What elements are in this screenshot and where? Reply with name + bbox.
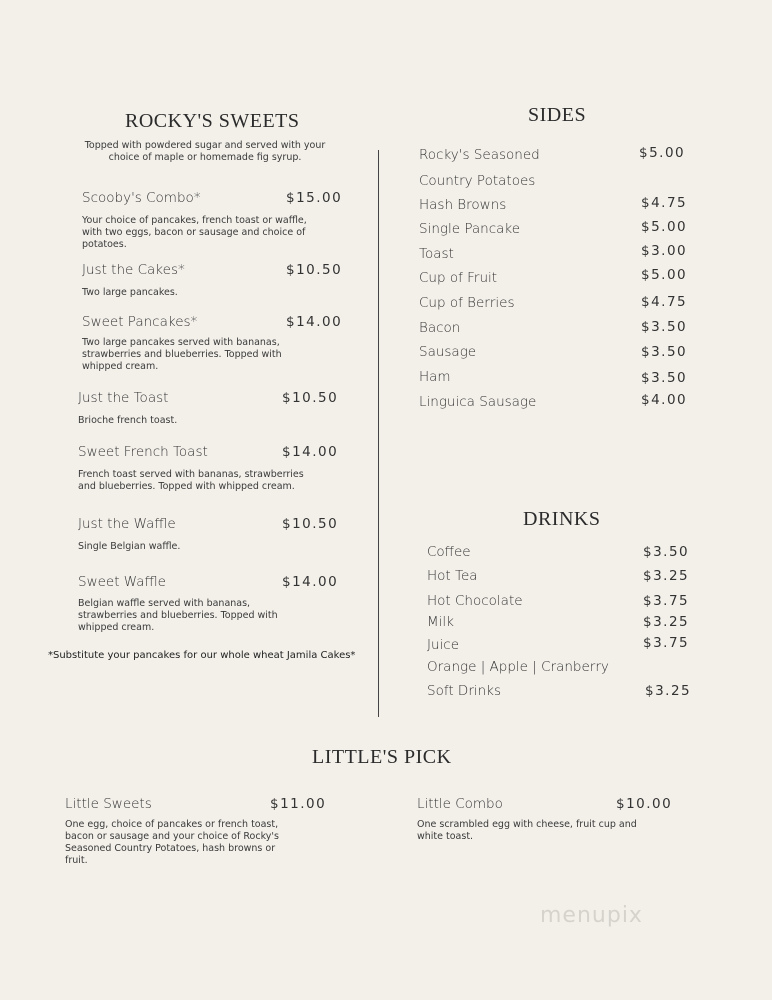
menu-item-name: Hot Chocolate — [427, 593, 523, 609]
menu-item-price: $15.00 — [286, 190, 343, 206]
menu-item-name: Coffee — [427, 544, 471, 560]
menu-item-name: Sausage — [419, 344, 477, 360]
menu-item-price: $3.75 — [643, 593, 690, 609]
menu-item-price: $4.75 — [641, 294, 688, 310]
column-divider — [378, 150, 379, 717]
menu-item-name: Sweet Pancakes* — [82, 314, 198, 330]
menu-item-price: $10.50 — [282, 516, 339, 532]
menu-item-desc: Brioche french toast. — [78, 415, 178, 426]
menu-item-price: $3.75 — [643, 635, 690, 651]
menu-item-price: $3.50 — [641, 319, 688, 335]
menu-item-name: Single Pancake — [419, 221, 521, 237]
menu-item-name: Bacon — [419, 320, 461, 336]
menu-item-price: $14.00 — [286, 314, 343, 330]
menu-item-name: Little Sweets — [65, 796, 152, 812]
menu-item-name: Just the Waffle — [78, 516, 176, 532]
menu-item-price: $10.50 — [282, 390, 339, 406]
menu-item-desc: Two large pancakes. — [82, 287, 178, 298]
menu-item-price: $4.00 — [641, 392, 688, 408]
menu-item-name: Milk — [427, 614, 454, 630]
menu-item-price: $3.25 — [643, 614, 690, 630]
menu-item-price: $5.00 — [641, 219, 688, 235]
menu-item-price: $10.00 — [616, 796, 673, 812]
menu-item-desc: Your choice of pancakes, french toast or waffle, with two eggs, bacon or sausage and choice of potatoes. — [82, 215, 307, 250]
menu-item-name: Country Potatoes — [419, 173, 536, 189]
menu-item-price: $3.50 — [643, 544, 690, 560]
menu-item-name: Cup of Berries — [419, 295, 515, 311]
menu-item-price: $3.25 — [645, 683, 692, 699]
menu-item-desc: One egg, choice of pancakes or french toast, bacon or sausage and your choice of Rocky's Seasoned Country Potatoes, hash browns or fruit. — [65, 819, 279, 866]
menu-item-price: $3.00 — [641, 243, 688, 259]
menu-item-name: Sweet Waffle — [78, 574, 166, 590]
menu-item-desc: Two large pancakes served with bananas, strawberries and blueberries. Topped with whipped cream. — [82, 337, 282, 372]
menu-item-name: Little Combo — [417, 796, 503, 812]
menu-item-name: Hash Browns — [419, 197, 507, 213]
menu-item-name: Scooby's Combo* — [82, 190, 201, 206]
menu-item-price: $3.25 — [643, 568, 690, 584]
watermark-logo: menupix — [540, 903, 643, 928]
menu-item-desc: Single Belgian waffle. — [78, 541, 181, 552]
substitution-note: *Substitute your pancakes for our whole wheat Jamila Cakes* — [48, 650, 356, 661]
menu-item-price: $10.50 — [286, 262, 343, 278]
sweets-subtitle: Topped with powdered sugar and served with your choice of maple or homemade fig syrup. — [84, 140, 326, 163]
menu-item-name: Orange | Apple | Cranberry — [427, 659, 609, 675]
menu-item-price: $3.50 — [641, 370, 688, 386]
menu-item-desc: French toast served with bananas, strawberries and blueberries. Topped with whipped cream. — [78, 469, 304, 492]
drinks-title: DRINKS — [523, 508, 601, 530]
menu-item-name: Sweet French Toast — [78, 444, 208, 460]
menu-item-name: Hot Tea — [427, 568, 478, 584]
menu-item-price: $5.00 — [639, 145, 686, 161]
menu-item-desc: Belgian waffle served with bananas, strawberries and blueberries. Topped with whipped cream. — [78, 598, 278, 633]
menu-item-name: Toast — [419, 246, 454, 262]
menu-item-name: Cup of Fruit — [419, 270, 498, 286]
menu-item-price: $4.75 — [641, 195, 688, 211]
menu-item-name: Soft Drinks — [427, 683, 502, 699]
littles-title: LITTLE'S PICK — [312, 746, 452, 768]
menu-item-price: $5.00 — [641, 267, 688, 283]
menu-item-price: $11.00 — [270, 796, 327, 812]
menu-item-name: Just the Toast — [78, 390, 169, 406]
menu-item-name: Ham — [419, 369, 451, 385]
menu-item-price: $14.00 — [282, 574, 339, 590]
menu-item-name: Just the Cakes* — [82, 262, 185, 278]
sweets-title: ROCKY'S SWEETS — [125, 110, 300, 132]
sides-title: SIDES — [528, 104, 587, 126]
menu-item-name: Juice — [427, 637, 460, 653]
menu-item-desc: One scrambled egg with cheese, fruit cup and white toast. — [417, 819, 637, 842]
menu-item-name: Linguica Sausage — [419, 394, 537, 410]
menu-item-price: $14.00 — [282, 444, 339, 460]
menu-item-name: Rocky's Seasoned — [419, 147, 540, 163]
menu-item-price: $3.50 — [641, 344, 688, 360]
